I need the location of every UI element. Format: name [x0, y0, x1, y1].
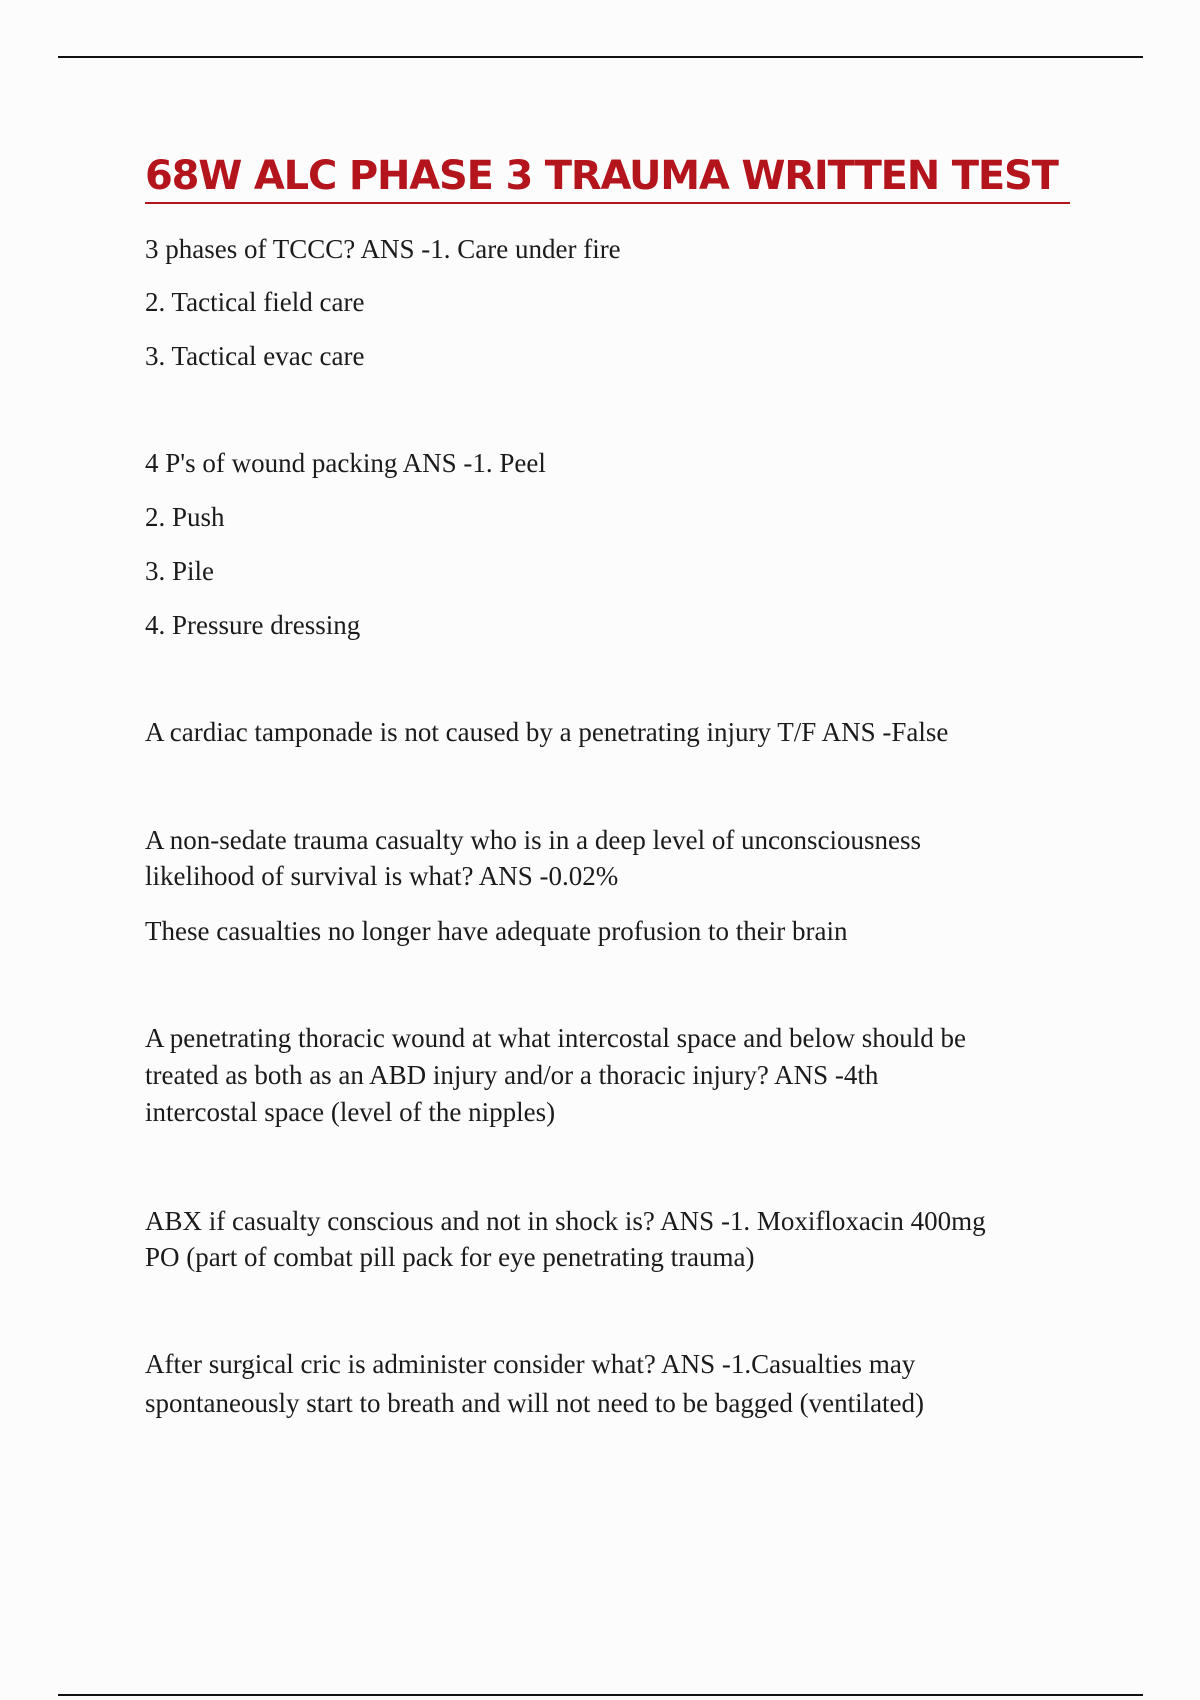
title-underline: [145, 202, 1070, 204]
q2-answer-line-2: 2. Push: [145, 502, 225, 532]
document-title: 68W ALC PHASE 3 TRAUMA WRITTEN TEST: [145, 153, 1058, 199]
q5-line-1: A penetrating thoracic wound at what intercostal space and below should be: [145, 1023, 966, 1053]
q2-answer-line-3: 3. Pile: [145, 556, 215, 586]
q4-line-2: likelihood of survival is what? ANS -0.02%: [145, 861, 619, 891]
q4-line-1: A non-sedate trauma casualty who is in a deep level of unconsciousness: [145, 825, 922, 855]
q1-question-line: 3 phases of TCCC? ANS -1. Care under fire: [145, 234, 621, 264]
q2-question-line: 4 P's of wound packing ANS -1. Peel: [145, 448, 546, 478]
q1-answer-line-2: 2. Tactical field care: [145, 287, 365, 317]
bottom-rule: [58, 1694, 1143, 1696]
q7-line-1: After surgical cric is administer consider what? ANS -1.Casualties may: [145, 1349, 916, 1379]
q5-line-2: treated as both as an ABD injury and/or a thoracic injury? ANS -4th: [145, 1060, 879, 1090]
q1-answer-line-3: 3. Tactical evac care: [145, 341, 365, 371]
q6-line-1: ABX if casualty conscious and not in shock is? ANS -1. Moxifloxacin 400mg: [145, 1206, 986, 1236]
q7-line-2: spontaneously start to breath and will not need to be bagged (ventilated): [145, 1388, 925, 1418]
top-rule: [58, 56, 1143, 58]
q3-line: A cardiac tamponade is not caused by a penetrating injury T/F ANS -False: [145, 717, 949, 747]
q5-line-3: intercostal space (level of the nipples): [145, 1097, 556, 1127]
q6-line-2: PO (part of combat pill pack for eye penetrating trauma): [145, 1242, 755, 1272]
q4-note-line: These casualties no longer have adequate profusion to their brain: [145, 916, 848, 946]
q2-answer-line-4: 4. Pressure dressing: [145, 610, 361, 640]
